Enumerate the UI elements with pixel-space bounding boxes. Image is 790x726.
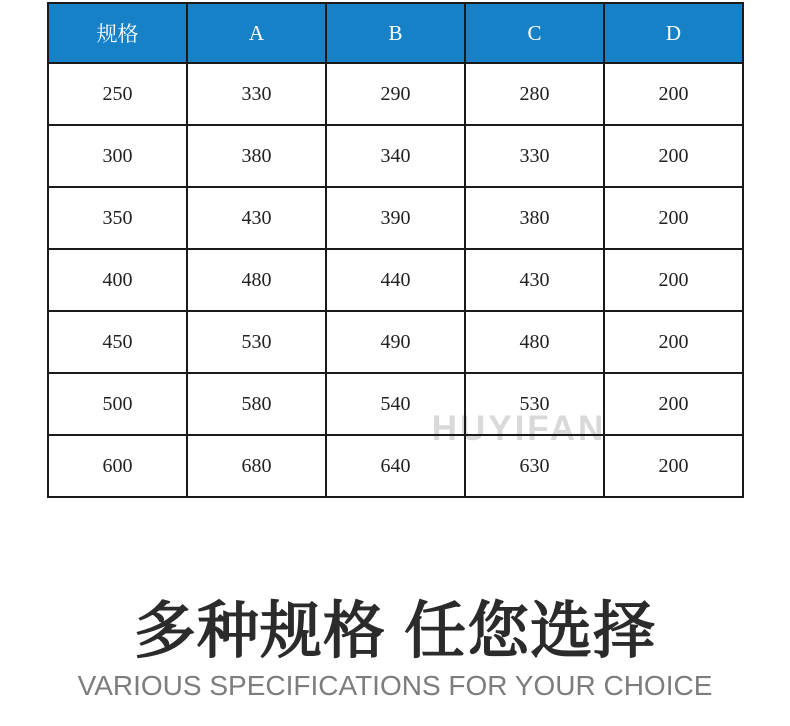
table-cell: 500 — [48, 373, 187, 435]
table-cell: 200 — [604, 373, 743, 435]
table-cell: 600 — [48, 435, 187, 497]
table-row — [48, 125, 743, 187]
table-cell: 540 — [326, 373, 465, 435]
table-cell: 200 — [604, 435, 743, 497]
table-cell: 680 — [187, 435, 326, 497]
header-cell: B — [326, 3, 465, 63]
table-row — [48, 249, 743, 311]
table-row — [48, 311, 743, 373]
header-cell: C — [465, 3, 604, 63]
table-cell: 350 — [48, 187, 187, 249]
table-cell: 290 — [326, 63, 465, 125]
header-cell: 规格 — [48, 3, 187, 63]
table-cell: 380 — [187, 125, 326, 187]
table-row — [48, 373, 743, 435]
table-cell: 300 — [48, 125, 187, 187]
spec-table — [47, 2, 744, 498]
header-cell: A — [187, 3, 326, 63]
table-cell: 630 — [465, 435, 604, 497]
table-cell: 200 — [604, 63, 743, 125]
table-cell: 480 — [187, 249, 326, 311]
brand-watermark: HUYIFAN — [431, 409, 607, 448]
spec-table-container — [47, 2, 744, 498]
table-cell: 330 — [187, 63, 326, 125]
table-cell: 330 — [465, 125, 604, 187]
table-cell: 450 — [48, 311, 187, 373]
table-cell: 640 — [326, 435, 465, 497]
table-cell: 200 — [604, 249, 743, 311]
table-cell: 440 — [326, 249, 465, 311]
table-cell: 250 — [48, 63, 187, 125]
table-cell: 530 — [187, 311, 326, 373]
spec-table-body — [48, 63, 743, 497]
table-cell: 280 — [465, 63, 604, 125]
footer-banner — [0, 596, 790, 702]
table-cell: 480 — [465, 311, 604, 373]
table-row — [48, 435, 743, 497]
spec-table-head — [48, 3, 743, 63]
page-subtitle: VARIOUS SPECIFICATIONS FOR YOUR CHOICE — [77, 670, 713, 702]
header-cell: D — [604, 3, 743, 63]
table-cell: 580 — [187, 373, 326, 435]
table-row — [48, 187, 743, 249]
table-cell: 390 — [326, 187, 465, 249]
page-title: 多种规格 任您选择 — [133, 597, 657, 666]
table-cell: 200 — [604, 125, 743, 187]
table-cell: 430 — [465, 249, 604, 311]
table-cell: 340 — [326, 125, 465, 187]
table-cell: 200 — [604, 311, 743, 373]
table-cell: 490 — [326, 311, 465, 373]
table-cell: 530 — [465, 373, 604, 435]
table-cell: 430 — [187, 187, 326, 249]
table-row — [48, 63, 743, 125]
table-cell: 200 — [604, 187, 743, 249]
table-cell: 380 — [465, 187, 604, 249]
header-row — [48, 3, 743, 63]
table-cell: 400 — [48, 249, 187, 311]
